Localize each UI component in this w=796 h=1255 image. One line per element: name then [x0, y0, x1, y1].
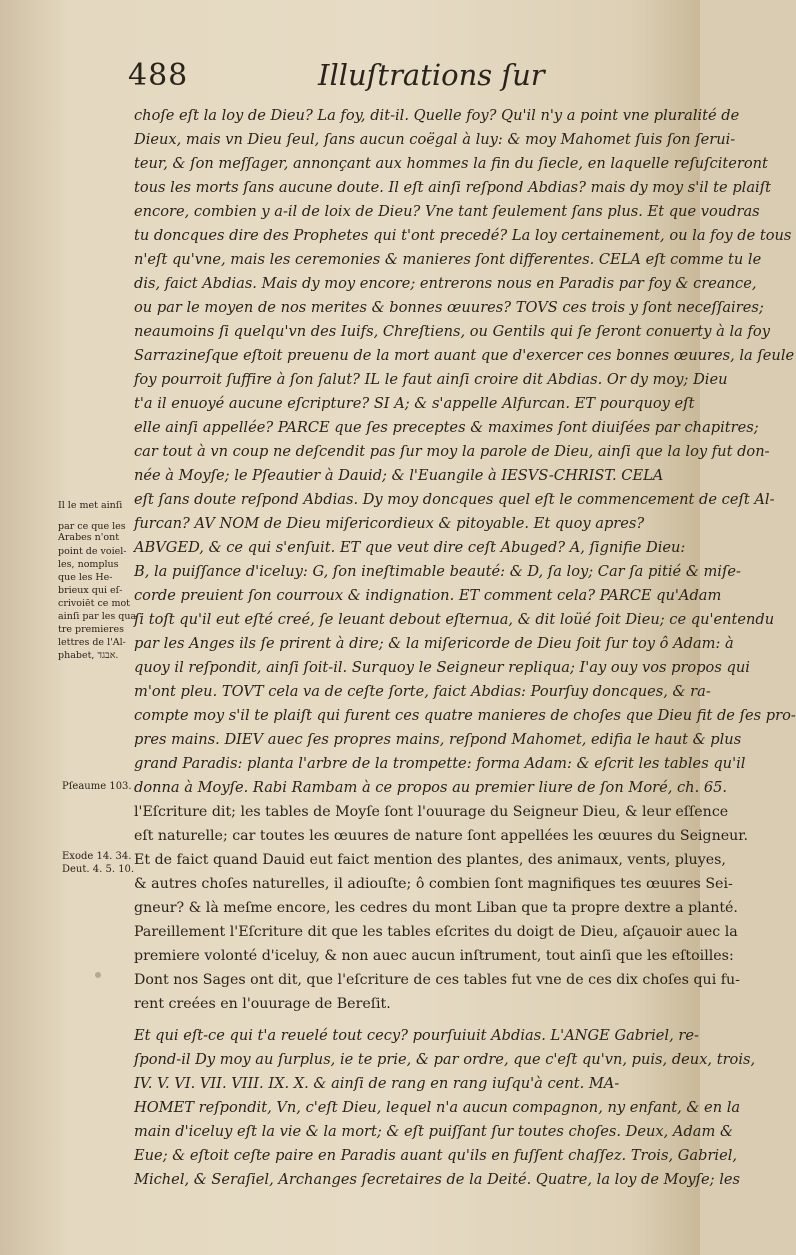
text-line: pres mains. DIEV auec ſes propres mains, reſpond Mahomet, edifia le haut & plus [134, 731, 742, 748]
text-line: Pareillement l'Eſcriture dit que les tables eſcrites du doigt de Dieu, aſçauoir auec la [134, 924, 738, 940]
text-line: eſt ſans doute reſpond Abdias. Dy moy doncques quel eſt le commencement de ceſt Al- [134, 491, 775, 508]
page-header [0, 58, 700, 98]
text-line: gneur? & là meſme encore, les cedres du mont Liban que ta propre dextre a planté. [134, 900, 738, 916]
text-line: par les Anges ils ſe prirent à dire; & la miſericorde de Dieu ſoit ſur toy ô Adam: à [134, 635, 734, 652]
text-line: teur, & ſon meſſager, annonçant aux hommes la fin du ſiecle, en laquelle reſuſciteront [134, 155, 768, 172]
text-line: m'ont pleu. TOVT cela va de ceſte ſorte, faict Abdias: Pourſuy doncques, & ra- [134, 683, 711, 700]
text-line: foy pourroit ſuffire à ſon ſalut? IL le faut ainſi croire dit Abdias. Or dy moy; Dieu [134, 371, 728, 388]
text-line: Sarrazineſque eſtoit preuenu de la mort auant que d'exercer ces bonnes œuures, la ſeule [134, 347, 795, 364]
text-line: ou par le moyen de nos merites & bonnes œuures? TOVS ces trois y ſont neceſſaires; [134, 299, 764, 316]
margin-note-line: point de voiel- [58, 546, 127, 557]
page-number: 488 [128, 58, 189, 93]
text-line: tous les morts ſans aucune doute. Il eſt ainſi reſpond Abdias? mais dy moy s'il te plaiſt [134, 179, 771, 196]
running-title: Illuſtrations ſur [318, 58, 545, 92]
text-line: IV. V. VI. VII. VIII. IX. X. & ainſi de rang en rang iuſqu'à cent. MA- [134, 1075, 620, 1092]
margin-note-line: que les He- [58, 572, 113, 583]
text-line: choſe eſt la loy de Dieu? La foy, dit-il. Quelle foy? Qu'il n'y a point vne pluralité de [134, 107, 740, 124]
margin-note-line: crivoiēt ce mot [58, 598, 130, 609]
text-line: Et qui eſt-ce qui t'a reuelé tout cecy? pourſuiuit Abdias. L'ANGE Gabriel, re- [134, 1027, 699, 1044]
margin-note-line: brieux qui eſ- [58, 585, 123, 596]
text-line: main d'iceluy eſt la vie & la mort; & eſt puiſſant ſur toutes choſes. Deux, Adam & [134, 1123, 733, 1140]
text-line: eſt naturelle; car toutes les œuures de nature ſont appellées les œuures du Seigneur. [134, 828, 748, 844]
text-line: encore, combien y a-il de loix de Dieu? Vne tant ſeulement ſans plus. Et que voudras [134, 203, 760, 220]
text-line: donna à Moyſe. Rabi Rambam à ce propos au premier liure de ſon Moré, ch. 65. [134, 779, 728, 796]
margin-note-line: les, nomplus [58, 559, 119, 570]
text-line: tu doncques dire des Prophetes qui t'ont precedé? La loy certainement, ou la foy de tous [134, 227, 792, 244]
text-line: Dieux, mais vn Dieu ſeul, ſans aucun coëgal à luy: & moy Mahomet ſuis ſon ſerui- [134, 131, 736, 148]
text-line: corde preuient ſon courroux & indignation. ET comment cela? PARCE qu'Adam [134, 587, 722, 604]
ink-blot [95, 972, 101, 978]
margin-ref-exodus: Exode 14. 34. [62, 851, 132, 862]
text-line: Michel, & Seraſiel, Archanges ſecretaires de la Deité. Quatre, la loy de Moyſe; les [134, 1171, 740, 1188]
text-line: l'Eſcriture dit; les tables de Moyſe ſont l'ouurage du Seigneur Dieu, & leur eſſence [134, 804, 729, 820]
text-line: rent creées en l'ouurage de Bereſit. [134, 996, 391, 1012]
text-line: t'a il enuoyé aucune eſcripture? SI A; & s'appelle Alfurcan. ET pourquoy eſt [134, 395, 695, 412]
margin-note-line: lettres de l'Al- [58, 637, 126, 648]
text-line: elle ainſi appellée? PARCE que ſes preceptes & maximes ſont diuiſées par chapitres; [134, 419, 759, 436]
text-line: & autres choſes naturelles, il adiouſte; ô combien ſont magnifiques tes œuures Sei- [134, 876, 733, 892]
text-line: compte moy s'il te plaiſt qui furent ces quatre manieres de choſes que Dieu fit de ſes pro- [134, 707, 796, 724]
text-line: ſi toſt qu'il eut eſté creé, ſe leuant debout eſternua, & dit loüé ſoit Dieu; ce qu'entendu [134, 611, 775, 628]
margin-ref-deut: Deut. 4. 5. 10. [62, 864, 135, 875]
margin-note-line: phabet, אבגד. [58, 650, 119, 661]
text-line: n'eſt qu'vne, mais les ceremonies & manieres ſont differentes. CELA eſt comme tu le [134, 251, 762, 268]
margin-note-line: ainſi par les qua [58, 611, 137, 622]
text-line: grand Paradis: planta l'arbre de la trompette: forma Adam: & eſcrit les tables qu'il [134, 755, 746, 772]
margin-note-line: tre premieres [58, 624, 124, 635]
text-line: ſpond-il Dy moy au ſurplus, ie te prie, & par ordre, que c'eſt qu'vn, puis, deux, trois, [134, 1051, 756, 1068]
text-line: née à Moyſe; le Pſeautier à Dauid; & l'Euangile à IESVS-CHRIST. CELA [134, 467, 664, 484]
text-line: Dont nos Sages ont dit, que l'eſcriture de ces tables fut vne de ces dix choſes qui fu- [134, 972, 740, 988]
text-column [134, 104, 796, 1188]
text-line: quoy il reſpondit, ainſi ſoit-il. Surquoy le Seigneur repliqua; I'ay ouy vos propos qui [134, 659, 750, 676]
text-line: dis, faict Abdias. Mais dy moy encore; entrerons nous en Paradis par foy & creance, [134, 275, 757, 292]
text-line: furcan? AV NOM de Dieu miſericordieux & pitoyable. Et quoy apres? [134, 515, 645, 532]
text-line: B, la puiſſance d'iceluy: G, ſon ineſtimable beauté: & D, ſa loy; Car ſa pitié & miſe- [134, 563, 741, 580]
text-line: HOMET reſpondit, Vn, c'eſt Dieu, lequel n'a aucun compagnon, ny enfant, & en la [134, 1099, 741, 1116]
text-line: premiere volonté d'iceluy, & non auec aucun inſtrument, tout ainſi que les eſtoilles: [134, 948, 734, 964]
margin-note-line: Arabes n'ont [58, 532, 120, 543]
text-line: Et de faict quand Dauid eut faict mention des plantes, des animaux, vents, pluyes, [134, 852, 726, 868]
margin-ref-psalm: Pſeaume 103. [62, 781, 132, 792]
margin-note-line: Il le met ainſi [58, 500, 123, 511]
text-line: neaumoins ſi quelqu'vn des Iuifs, Chreſtiens, ou Gentils qui ſe ſeront conuerty à la foy [134, 323, 770, 340]
text-line: car tout à vn coup ne deſcendit pas ſur moy la parole de Dieu, ainſi que la loy fut don- [134, 443, 770, 460]
text-line: ABVGED, & ce qui s'enſuit. ET que veut dire ceſt Abuged? A, ſignifie Dieu: [134, 539, 686, 556]
text-line: Eue; & eſtoit ceſte paire en Paradis auant qu'ils en fuſſent chaſſez. Trois, Gabriel, [134, 1147, 738, 1164]
margin-note-line: par ce que les [58, 521, 126, 532]
